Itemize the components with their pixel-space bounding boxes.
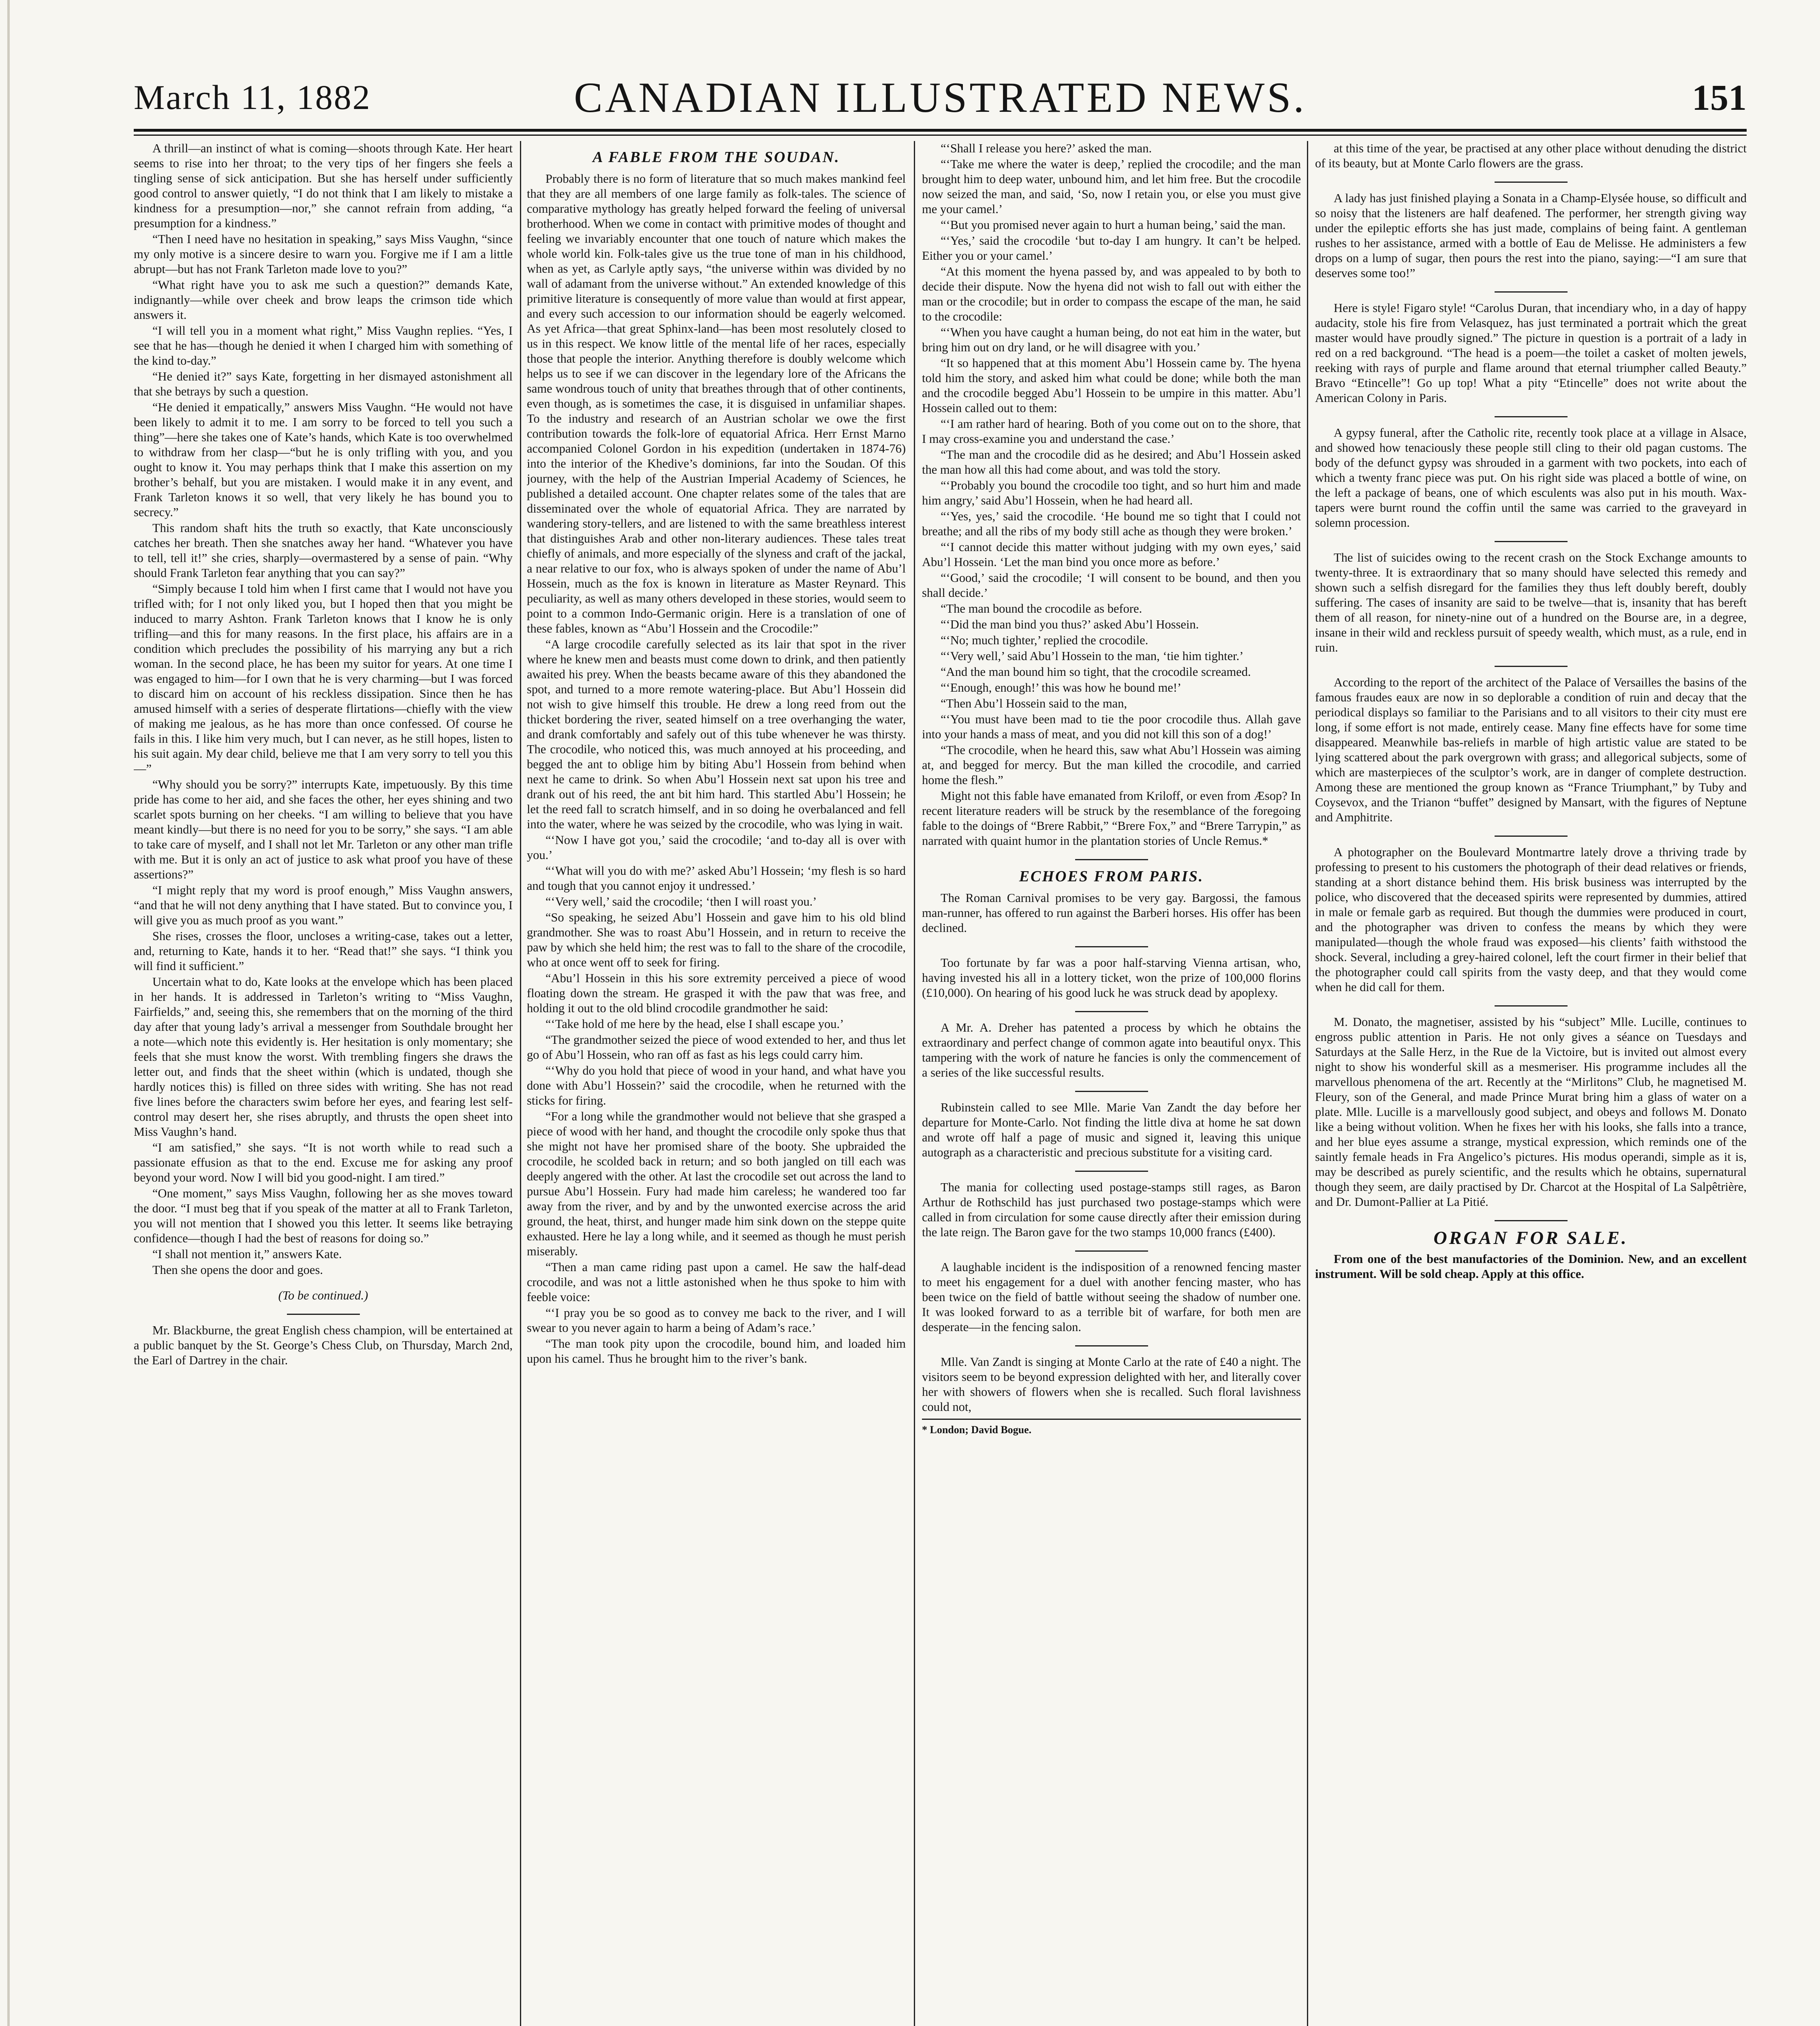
paragraph: “He denied it?” says Kate, forgetting in her dismayed astonishment all that she betrays by such a question. bbox=[134, 370, 513, 398]
binding-edge bbox=[7, 0, 10, 2026]
paragraph: “The man and the crocodile did as he desired; and Abu’l Hossein asked the man how all this had come about, and was told the story. bbox=[922, 448, 1301, 477]
paragraph: “I will tell you in a moment what right,” Miss Vaughn replies. “Yes, I see that he has—though he denied it when I charged him with something of the kind to-day.” bbox=[134, 324, 513, 368]
section-divider bbox=[1075, 1011, 1148, 1012]
paragraph: “I shall not mention it,” answers Kate. bbox=[152, 1247, 342, 1261]
paragraph: A Mr. A. Dreher has patented a process by which he obtains the extraordinary and perfect change of common agate into beautiful onyx. This tampering with the work of nature he fancies is only the commencement of a series of the like successful results. bbox=[922, 1021, 1301, 1079]
paragraph: “One moment,” says Miss Vaughn, following her as she moves toward the door. “I must beg that if you speak of the matter at all to Frank Tarleton, you will not mention that I showed you this letter. It seems like betraying confidence—though I had the best of reasons for doing so.” bbox=[134, 1186, 513, 1245]
paragraph: “‘Why do you hold that piece of wood in your hand, and what have you done with Abu’l Hossein?’ said the crocodile, when he returned with the sticks for firing. bbox=[527, 1064, 906, 1107]
paragraph: “The man took pity upon the crocodile, bound him, and loaded him upon his camel. Thus he brought him to the river’s bank. bbox=[527, 1337, 906, 1366]
section-divider bbox=[1495, 666, 1568, 667]
paragraph: Rubinstein called to see Mlle. Marie Van Zandt the day before her departure for Monte-Carlo. Not finding the little diva at home he sat down and wrote off half a page of music and signed it, leaving this unique autograph as a characteristic and precious substitute for a visiting card. bbox=[922, 1101, 1301, 1159]
section-divider bbox=[1075, 1091, 1148, 1092]
paragraph: “Why should you be sorry?” interrupts Kate, impetuously. By this time pride has come to her aid, and she faces the other, her eyes shining and two scarlet spots burning on her cheeks. “I am willing to believe that you have meant kindly—but there is no need for you to be sorry,” she says. “I am able to take care of myself, and I shall not let Mr. Tarleton or any other man trifle with me. But it is only an act of justice to ask what proof you have of these assertions?” bbox=[134, 778, 513, 881]
paragraph: “Simply because I told him when I first came that I would not have you trifled with; for I not only liked you, but I hoped then that you might be induced to marry Ashton. Frank Tarleton knows that I know he is only trifling—and this for many reasons. In the first place, his affairs are in a condition which precludes the possibility of his marrying any but a rich woman. In the second place, he has been my suitor for years. At one time I was engaged to him—for I own that he is very charming—but I was forced to discard him on account of his reckless dissipation. Since then he has amused himself with a series of desperate flirtations—chiefly with the view of making me jealous, as he has more than once confessed. Of course he fails in this. I like him very much, but I can never, as he still hopes, listen to his suit again. My dear child, believe me that I am very sorry to tell you this—” bbox=[134, 582, 513, 776]
section-divider bbox=[1495, 1220, 1568, 1221]
column-2-fable bbox=[527, 141, 906, 2026]
paragraph: A lady has just finished playing a Sonata in a Champ-Elysée house, so difficult and so noisy that the listeners are half deafened. The performer, her strength giving way under the epileptic efforts she has just made, complains of being faint. A gentleman rushes to her assistance, armed with a bottle of Eau de Melisse. He administers a few drops on a lump of sugar, then pours the rest into the piano, saying:—“I am sure that deserves some too!” bbox=[1315, 191, 1747, 280]
paragraph: “‘Yes, yes,’ said the crocodile. ‘He bound me so tight that I could not breathe; and all the ribs of my body still ache as though they were broken.’ bbox=[922, 509, 1301, 538]
paragraph: “‘Probably you bound the crocodile too tight, and so hurt him and made him angry,’ said Abu’l Hossein, when he had heard all. bbox=[922, 479, 1301, 507]
paragraph: “The crocodile, when he heard this, saw what Abu’l Hossein was aiming at, and begged for mercy. But the man killed the crocodile, and carried home the flesh.” bbox=[922, 743, 1301, 787]
paragraph: “Abu’l Hossein in this his sore extremity perceived a piece of wood floating down the stream. He grasped it with the paw that was free, and holding it out to the old blind crocodile grandmother he said: bbox=[527, 971, 906, 1015]
paragraph: According to the report of the architect of the Palace of Versailles the basins of the famous fraudes eaux are now in so deplorable a condition of ruin and decay that the periodical displays so familiar to the Parisians and to all visitors to their city must ere long, if some effort is not made, entirely cease. Many fine effects have for some time disappeared. Meanwhile bas-reliefs in marble of high artistic value are stated to be lying scattered about the park overgrown with grass; and allegorical subjects, some of which are masterpieces of the sculptor’s work, are in danger of complete destruction. Among these are mentioned the group known as “France Triumphant,” by Tuby and Coysevox, and the Trianon “buffet” designed by Mansart, with the figures of Neptune and Amphitrite. bbox=[1315, 675, 1747, 824]
section-divider bbox=[287, 1314, 360, 1315]
paragraph: “At this moment the hyena passed by, and was appealed to by both to decide their dispute. Now the hyena did not wish to fall out with either the man or the crocodile; but in order to compass the escape of the man, he said to the crocodile: bbox=[922, 265, 1301, 323]
paragraph: “‘I pray you be so good as to convey me back to the river, and I will swear to you never again to harm a being of Adam’s race.’ bbox=[527, 1306, 906, 1335]
paragraph: “‘Shall I release you here?’ asked the man. bbox=[941, 141, 1152, 155]
paragraph: “Then Abu’l Hossein said to the man, bbox=[941, 697, 1127, 710]
paragraph: Might not this fable have emanated from Kriloff, or even from Æsop? In recent literature readers will be struck by the resemblance of the foregoing fable to the doings of “Brere Rabbit,” “Brere Fox,” and “Brere Tarrypin,” as narrated with quaint humor in the plantation stories of Uncle Remus.* bbox=[922, 789, 1301, 848]
section-divider bbox=[1495, 541, 1568, 542]
paragraph: “He denied it empatically,” answers Miss Vaughn. “He would not have been likely to admit it to me. I am sorry to be forced to tell you such a thing”—here she takes one of Kate’s hands, which Kate is too overwhelmed to withdraw from her clasp—“but he is only trifling with you, and you ought to know it. You may perhaps think that I make this assertion on my brother’s behalf, but you are mistaken. I would make it in any event, and Frank Tarleton knows it so well, that very likely he has bound you to secrecy.” bbox=[134, 400, 513, 519]
section-divider bbox=[1495, 836, 1568, 837]
column-rule bbox=[914, 141, 915, 2026]
masthead-title: CANADIAN ILLUSTRATED NEWS. bbox=[574, 74, 1307, 121]
column-3-fable-and-echoes bbox=[922, 141, 1301, 2026]
paragraph: at this time of the year, be practised at any other place without denuding the district of its beauty, but at Monte Carlo flowers are the grass. bbox=[1315, 141, 1747, 170]
blackburne-paragraph: Mr. Blackburne, the great English chess champion, will be entertained at a public banquet by the St. George’s Chess Club, on Thursday, March 2nd, the Earl of Dartrey in the chair. bbox=[134, 1323, 513, 1367]
paragraph: “For a long while the grandmother would not believe that she grasped a piece of wood with her hand, and thought the crocodile only spoke thus that she might not have her promised share of the booty. She upbraided the crocodile, he scolded back in return; and so both jangled on till each was deeply angered with the other. At last the crocodile set out across the land to pursue Abu’l Hossein. Fury had made him careless; he wandered too far away from the river, and by and by the unwonted exercise across the arid ground, the heat, thirst, and hunger made him sink down on the steppe quite exhausted. Here he lay a long while, and it seemed as though he must perish miserably. bbox=[527, 1109, 906, 1258]
paragraph: “I might reply that my word is proof enough,” Miss Vaughn answers, “and that he will not deny anything that I have stated. But to convince you, I will give you as much proof as you want.” bbox=[134, 883, 513, 927]
header-rule bbox=[134, 129, 1747, 132]
paragraph: “‘Very well,’ said Abu’l Hossein to the man, ‘tie him tighter.’ bbox=[941, 649, 1244, 663]
section-divider bbox=[1075, 1345, 1148, 1346]
fable-heading: A FABLE FROM THE SOUDAN. bbox=[592, 149, 840, 166]
paragraph: “‘What will you do with me?’ asked Abu’l Hossein; ‘my flesh is so hard and tough that you cannot enjoy it undressed.’ bbox=[527, 864, 906, 893]
paragraph: This random shaft hits the truth so exactly, that Kate unconsciously catches her breath. Then she snatches away her hand. “Whatever you have to tell, tell it!” she cries, sharply—overmastered by a sense of pain. “Why should Frank Tarleton fear anything that you can say?” bbox=[134, 521, 513, 580]
continued-note: (To be continued.) bbox=[278, 1289, 368, 1302]
paragraph: Here is style! Figaro style! “Carolus Duran, that incendiary who, in a day of happy audacity, stole his fire from Velasquez, has just terminated a portrait which the great master would have proudly signed.” The picture in question is a portrait of a lady in red on a red background. “The head is a poem—the toilet a casket of molten jewels, reeking with rays of purple and flame around that eternal triumpher called Beauty.” Bravo “Etincelle”! Go up top! What a pity “Etincelle” does not write about the American Colony in Paris. bbox=[1315, 301, 1747, 405]
column-4-paris-notes bbox=[1315, 141, 1747, 2026]
echoes-items bbox=[922, 891, 1301, 1415]
organ-heading: ORGAN FOR SALE. bbox=[1433, 1227, 1628, 1248]
paris-notes bbox=[1315, 141, 1747, 1210]
paragraph: “The grandmother seized the piece of wood extended to her, and thus let go of Abu’l Hossein, who ran off as fast as his legs could carry him. bbox=[527, 1033, 906, 1062]
paragraph: “‘But you promised never again to hurt a human being,’ said the man. bbox=[941, 218, 1286, 232]
paragraph: Then she opens the door and goes. bbox=[152, 1263, 323, 1277]
paragraph: “‘Good,’ said the crocodile; ‘I will consent to be bound, and then you shall decide.’ bbox=[922, 571, 1301, 600]
footnote: * London; David Bogue. bbox=[922, 1419, 1301, 1437]
paragraph: “What right have you to ask me such a question?” demands Kate, indignantly—while over cheek and brow leaps the crimson tide which answers it. bbox=[134, 278, 513, 322]
paragraph: The mania for collecting used postage-stamps still rages, as Baron Arthur de Rothschild has just purchased two postage-stamps which were called in from circulation for some cause directly after their emission during the late reign. The Baron gave for the two stamps 10,000 francs (£400). bbox=[922, 1180, 1301, 1239]
section-divider bbox=[1495, 1005, 1568, 1007]
paragraph: “‘Very well,’ said the crocodile; ‘then I will roast you.’ bbox=[545, 895, 817, 908]
paragraph: Probably there is no form of literature that so much makes mankind feel that they are all members of one large family as folk-tales. The science of comparative mythology has greatly helped forward the feeling of universal brotherhood. When we come in contact with primitive modes of thought and feeling we invariably encounter that one touch of nature which makes the whole world kin. Folk-tales give us the true tone of man in his childhood, when as yet, as Carlyle aptly says, “the universe within was divided by no wall of adamant from the universe without.” An extended knowledge of this primitive literature is consequently of more value than would at first appear, and every such accession to our information should be eagerly welcomed. As yet Africa—that great Sphinx-land—has been most resolutely closed to us in this respect. We know little of the mental life of her races, especially those that people the interior. Anything therefore is doubly welcome which helps us to see if we can discover in the legendary lore of the Africans the same wondrous touch of unity that breathes through that of other continents, even though, as is sometimes the case, it is disguised in unfamiliar shapes. To the industry and research of an Austrian scholar we owe the first contribution towards the folk-lore of equatorial Africa. Herr Ernst Marno accompanied Colonel Gordon in his expedition (undertaken in 1874-76) into the interior of the Khedive’s dominions, far into the Soudan. Of this journey, with the help of the Austrian Imperial Academy of Sciences, he published a detailed account. One chapter relates some of the tales that are disseminated over the whole of equatorial Africa. They are narrated by wandering story-tellers, and are listened to with the same breathless interest that distinguishes Arab and other non-literary audiences. These tales treat chiefly of animals, and more especially of the slyness and craft of the jackal, a near relative to our fox, who is always spoken of under the name of Abu’l Hossein, much as the fox is known in literature as Master Reynard. This peculiarity, as well as many others developed in these stories, would seem to point to a common Indo-Germanic origin. Here is a translation of one of these fables, known as “Abu’l Hossein and the Crocodile:” bbox=[527, 172, 906, 635]
column-rule bbox=[1307, 141, 1308, 2026]
fable-continuation bbox=[922, 141, 1301, 848]
paragraph: “So speaking, he seized Abu’l Hossein and gave him to his old blind grandmother. She was to roast Abu’l Hossein, and in return to receive the paw by which she held him; the rest was to fall to the share of the crocodile, who at once went off to seek for firing. bbox=[527, 910, 906, 969]
paragraph: Uncertain what to do, Kate looks at the envelope which has been placed in her hands. It is addressed in Tarleton’s writing to “Miss Vaughn, Fairfields,” and, seeing this, she remembers that on the morning of the third day after that young lady’s arrival a messenger from Southdale brought her a note—which note this evidently is. Her hesitation is only momentary; she feels that she must know the worst. With trembling fingers she draws the letter out, and finds that the sheet within (which is undated, though she hardly notices this) is filled on three sides with writing. She has not read five lines before the characters swim before her eyes, and fearing lest self-control may desert her, she rises abruptly, and thrusts the open sheet into Miss Vaughn’s hand. bbox=[134, 975, 513, 1139]
paragraph: “‘You must have been mad to tie the poor crocodile thus. Allah gave into your hands a mass of meat, and you did not kill this son of a dog!’ bbox=[922, 712, 1301, 741]
column-rule bbox=[520, 141, 521, 2026]
paragraph: “‘No; much tighter,’ replied the crocodile. bbox=[941, 633, 1148, 647]
paragraph: “‘When you have caught a human being, do not eat him in the water, but bring him out on dry land, or he will disagree with you.’ bbox=[922, 325, 1301, 354]
paragraph: “‘I cannot decide this matter without judging with my own eyes,’ said Abu’l Hossein. ‘Let the man bind you once more as before.’ bbox=[922, 540, 1301, 569]
echoes-heading: ECHOES FROM PARIS. bbox=[1019, 868, 1204, 885]
paragraph: The list of suicides owing to the recent crash on the Stock Exchange amounts to twenty-three. It is extraordinary that so many should have selected this remedy and shown such a selfish disregard for the families they thus left doubly bereft, doubly suffering. The cases of insanity are said to be twelve—that is, insanity that has bereft them of all reason, for ninety-nine out of a hundred on the Bourse are, in a degree, insane in their wild and reckless pursuit of speedy wealth, which must, as a rule, end in ruin. bbox=[1315, 551, 1747, 654]
page-number: 151 bbox=[1692, 78, 1747, 118]
paragraph: A photographer on the Boulevard Montmartre lately drove a thriving trade by professing to present to his customers the photograph of their dead relatives or friends, standing at a short distance behind them. His brisk business was interrupted by the police, who discovered that the deceased spirits were represented by dummies, attired in male or female garb as required. But though the dummies were produced in court, and the photographer was driven to confess the means by which they were manipulated—though the whole fraud was exposed—his clients’ faith withstood the shock. Several, including a grey-haired colonel, left the court firmer in their belief that the photographer could call spirits from the vasty deep, and that they would come when he did call for them. bbox=[1315, 845, 1747, 994]
paragraph: “‘Take hold of me here by the head, else I shall escape you.’ bbox=[545, 1017, 844, 1031]
paragraph: “I am satisfied,” she says. “It is not worth while to read such a passionate effusion as that to the end. Excuse me for asking any proof beyond your word. Now I will bid you good-night. I am tired.” bbox=[134, 1141, 513, 1184]
paragraph: Too fortunate by far was a poor half-starving Vienna artisan, who, having invested his all in a lottery ticket, won the prize of 100,000 florins (£10,000). On hearing of his good luck he was struck dead by apoplexy. bbox=[922, 956, 1301, 1000]
section-divider bbox=[1495, 291, 1568, 293]
paragraph: M. Donato, the magnetiser, assisted by his “subject” Mlle. Lucille, continues to engross public attention in Paris. He not only gives a séance on Tuesdays and Saturdays at the Salle Herz, in the Rue de la Victoire, but is invited out almost every night to show his wonderful skill as a mesmeriser. His programme includes all the marvellous phenomena of the art. Recently at the “Mirlitons” Club, he magnetised M. Fleury, son of the General, and made Prince Murat bring him a glass of water on a plate. Mlle. Lucille is a marvellously good subject, and obeys and follows M. Donato like a being without volition. When he fixes her with his looks, she falls into a trance, and her blue eyes assume a strange, mystical expression, which reminds one of the saintly female heads in Fra Angelico’s pictures. His modus operandi, simple as it is, may be described as purely scientific, and the results which he obtains, supernatural though they seem, are daily practised by Dr. Charcot at the Hospital of La Salpêtrière, and Dr. Dumont-Pallier at La Pitié. bbox=[1315, 1015, 1747, 1209]
paragraph: “Then a man came riding past upon a camel. He saw the half-dead crocodile, and was not a little astonished when he thus spoke to him with feeble voice: bbox=[527, 1260, 906, 1304]
paragraph: “‘Did the man bind you thus?’ asked Abu’l Hossein. bbox=[941, 618, 1199, 631]
section-divider bbox=[1495, 416, 1568, 417]
paragraph: “‘Now I have got you,’ said the crocodile; ‘and to-day all is over with you.’ bbox=[527, 833, 906, 862]
organ-advertisement: From one of the best manufactories of the Dominion. New, and an excellent instrument. Will be sold cheap. Apply at this office. bbox=[1315, 1252, 1747, 1281]
section-divider bbox=[1075, 1171, 1148, 1172]
column-1-serial-story bbox=[134, 141, 513, 2026]
paragraph: The Roman Carnival promises to be very gay. Bargossi, the famous man-runner, has offered to run against the Barberi horses. His offer has been declined. bbox=[922, 891, 1301, 935]
header-rule-thin bbox=[134, 135, 1747, 136]
section-divider bbox=[1075, 859, 1148, 860]
page-header bbox=[134, 73, 1747, 122]
paragraph: “‘Yes,’ said the crocodile ‘but to-day I am hungry. It can’t be helped. Either you or your camel.’ bbox=[922, 234, 1301, 263]
paragraph: She rises, crosses the floor, uncloses a writing-case, takes out a letter, and, returning to Kate, hands it to her. “Read that!” she says. “I think you will find it sufficient.” bbox=[134, 929, 513, 973]
paragraph: A gypsy funeral, after the Catholic rite, recently took place at a village in Alsace, and showed how tenaciously these people still cling to their old pagan customs. The body of the defunct gypsy was shrouded in a garment with two pockets, into each of which a twenty franc piece was put. On his right side was placed a bottle of wine, on the left a package of beans, one of which esculents was also put in his mouth. Wax-tapers were burnt round the coffin until the same was carried to the graveyard in solemn procession. bbox=[1315, 426, 1747, 530]
section-divider bbox=[1495, 182, 1568, 183]
section-divider bbox=[1075, 1250, 1148, 1252]
paragraph: “‘Enough, enough!’ this was how he bound me!’ bbox=[941, 681, 1182, 695]
fable-text bbox=[527, 171, 906, 1366]
paragraph: “And the man bound him so tight, that the crocodile screamed. bbox=[941, 665, 1251, 679]
paragraph: A thrill—an instinct of what is coming—shoots through Kate. Her heart seems to rise into her throat; to the very tips of her fingers she feels a tingling sense of sick anticipation. But she has herself under sufficiently good control to answer quietly, “I do not think that I am likely to mistake a kindness for a presumption—nor,” she cannot refrain from adding, “a presumption for a kindness.” bbox=[134, 141, 513, 230]
paragraph: Mlle. Van Zandt is singing at Monte Carlo at the rate of £40 a night. The visitors seem to be beyond expression delighted with her, and literally cover her with showers of flowers when she is recalled. Such floral lavishness could not, bbox=[922, 1355, 1301, 1414]
issue-date: March 11, 1882 bbox=[134, 78, 371, 117]
paragraph: “It so happened that at this moment Abu’l Hossein came by. The hyena told him the story, and asked him what could be done; while both the man and the crocodile begged Abu’l Hossein to be umpire in this matter. Abu’l Hossein called out to them: bbox=[922, 356, 1301, 415]
section-divider bbox=[1075, 946, 1148, 947]
paragraph: “Then I need have no hesitation in speaking,” says Miss Vaughn, “since my only motive is a sincere desire to warn you. Forgive me if I am a little abrupt—but has not Frank Tarleton made love to you?” bbox=[134, 232, 513, 276]
paragraph: “‘Take me where the water is deep,’ replied the crocodile; and the man brought him to deep water, unbound him, and let him free. But the crocodile now seized the man, and said, ‘So, now I retain you, or else you must give me your camel.’ bbox=[922, 157, 1301, 216]
paragraph: “‘I am rather hard of hearing. Both of you come out on to the shore, that I may cross-examine you and understand the case.’ bbox=[922, 417, 1301, 446]
paragraph: “A large crocodile carefully selected as its lair that spot in the river where he knew men and beasts must come down to drink, and then patiently awaited his prey. When the beasts became aware of this they abandoned the spot, and turned to a more remote watering-place. But Abu’l Hossein did not wish to give himself this trouble. He drew a long reed from out the thicket bordering the river, seated himself on a tree overhanging the water, and drank comfortably and safely out of this tube whenever he was thirsty. The crocodile, who noticed this, was much annoyed at his proceeding, and begged the ant to oblige him by biting Abu’l Hossein from behind when next he came to drink. So when Abu’l Hossein next sat upon his tree and drank out of his reed, the ant bit him hard. This startled Abu’l Hossein; he let the reed fall to scratch himself, and in so doing he overbalanced and fell into the water, where he was seized by the crocodile, who was lying in wait. bbox=[527, 637, 906, 831]
story-text bbox=[134, 141, 513, 1278]
paragraph: A laughable incident is the indisposition of a renowned fencing master to meet his engagement for a duel with another fencing master, who has been twice on the field of battle without seeing the shadow of number one. It was looked forward to as a terrible bit of warfare, for both men are desperate—in the fencing salon. bbox=[922, 1260, 1301, 1334]
paragraph: “The man bound the crocodile as before. bbox=[941, 602, 1142, 615]
